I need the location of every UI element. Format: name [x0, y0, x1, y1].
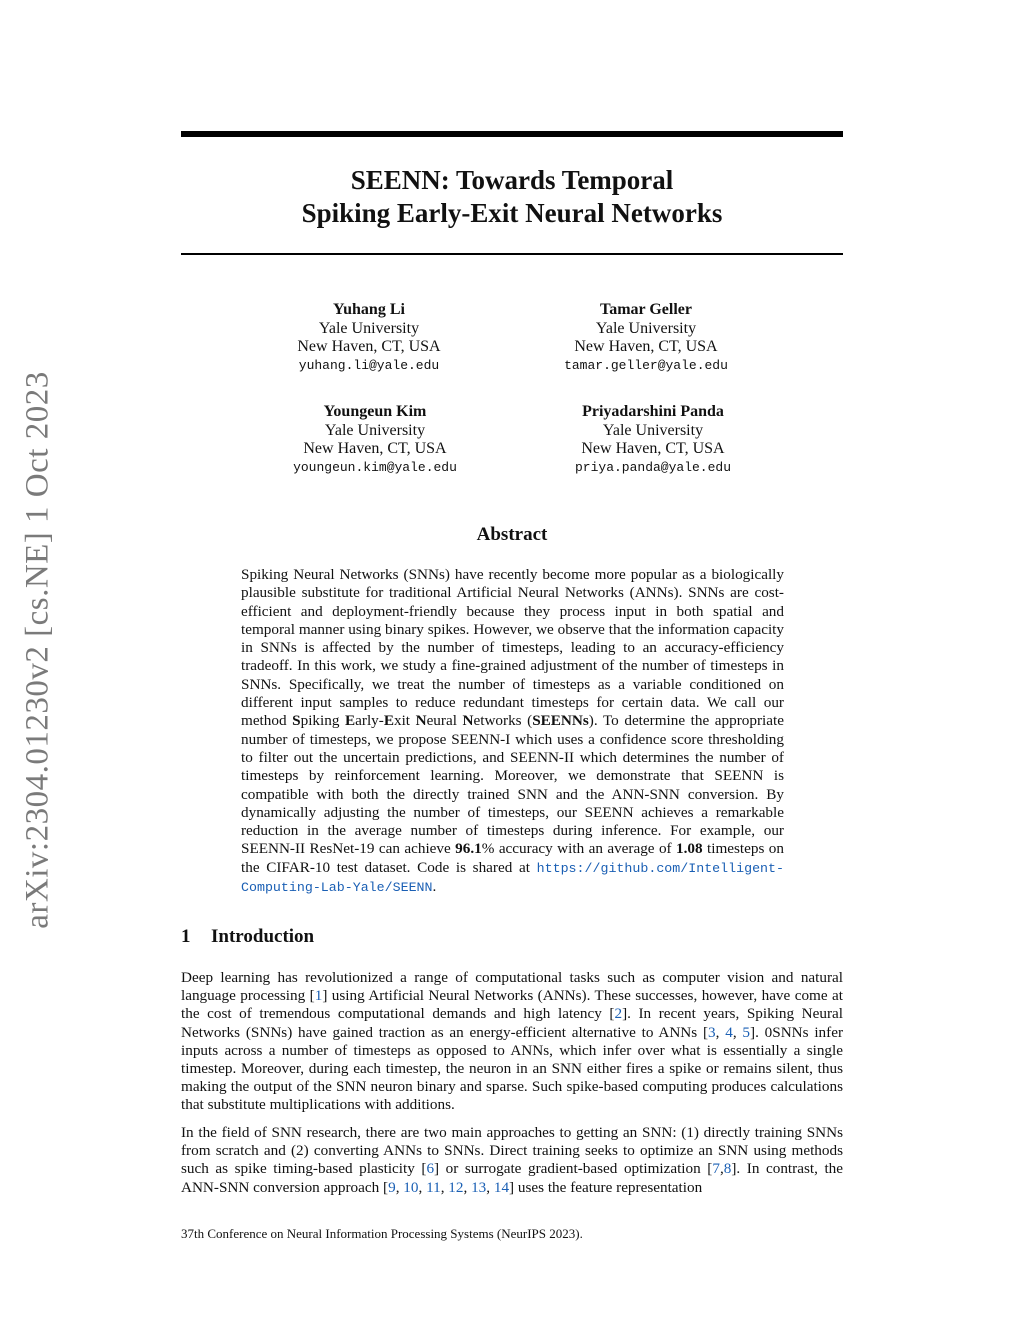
author-block	[235, 403, 515, 477]
section-number: 1	[181, 926, 191, 947]
body-text: ]. In recent years, Spiking Neural Networks (SNNs) have gained traction as an energy-efficient alternative to ANNs [	[181, 1005, 843, 1041]
abstract-text: arly-	[355, 712, 384, 730]
abstract-text: ). To determine the appropriate number of timesteps, we propose SEENN-I which uses a confidence score thresholding to filter out the uncertain predictions, and SEENN-II which determines the number of timesteps by reinforcement learning. Moreover, we demonstrate that SEENN is compatible with both the directly trained SNN and the ANN-SNN conversion. By dynamically adjusting the number of timesteps, our SEENN achieves a remarkable reduction in the average number of timesteps during inference. For example, our SEENN-II ResNet-19 can achieve	[241, 712, 784, 858]
citation-link[interactable]: 4	[725, 1023, 733, 1041]
author-block	[513, 403, 793, 477]
author-name: Yuhang Li	[333, 301, 405, 318]
abstract-text: % accuracy with an average of	[481, 840, 677, 858]
citation-link[interactable]: 13	[471, 1178, 487, 1196]
accuracy-value: 96.1	[455, 840, 482, 858]
body-text: In the field of SNN research, there are two main approaches to getting an SNN: (1) directly training SNNs from scratch and (2) converting ANNs to SNNs. Direct training seeks to optimize an SNN using methods such as spike timing-based plasticity [	[181, 1124, 843, 1178]
body-text: ,	[732, 1023, 743, 1041]
citation-link[interactable]: 3	[708, 1023, 716, 1041]
author-location: New Haven, CT, USA	[574, 338, 718, 355]
section-title: Introduction	[211, 926, 315, 947]
timesteps-value: 1.08	[676, 840, 703, 858]
author-location: New Haven, CT, USA	[303, 440, 447, 457]
author-email: youngeun.kim@yale.edu	[293, 459, 457, 475]
acronym-letter: E	[345, 712, 356, 730]
body-text: ,	[463, 1178, 472, 1196]
citation-link[interactable]: 9	[388, 1178, 396, 1196]
abstract-body	[241, 566, 784, 897]
author-name: Priyadarshini Panda	[582, 403, 724, 420]
abstract-heading: Abstract	[476, 524, 548, 545]
author-block	[229, 301, 509, 375]
citation-link[interactable]: 14	[493, 1178, 510, 1196]
author-affiliation: Yale University	[318, 319, 420, 337]
abstract-text: etworks (	[473, 712, 533, 730]
title-line-2: Spiking Early-Exit Neural Networks	[301, 198, 723, 228]
body-text: ]. 0SNNs infer inputs across a number of timesteps as opposed to ANNs, which infer over what is essentially a single timestep. Moreover, during each timestep, the neuron in an SNN either fires a spike or remains silent, thus making the output of the SNN neuron binary and sparse. Such spike-based computing produces calculations that substitute multiplications with additions.	[181, 1023, 844, 1114]
author-email: tamar.geller@yale.edu	[564, 357, 728, 373]
body-text: ,	[719, 1160, 724, 1178]
code-link[interactable]: https://github.com/Intelligent-Computing-Lab-Yale/SEENN	[241, 860, 784, 896]
citation-link[interactable]: 2	[614, 1005, 623, 1023]
author-email: yuhang.li@yale.edu	[298, 357, 440, 373]
author-location: New Haven, CT, USA	[297, 338, 441, 355]
citation-link[interactable]: 8	[723, 1160, 732, 1178]
intro-paragraph-2	[181, 1124, 843, 1197]
author-email: priya.panda@yale.edu	[574, 459, 732, 475]
body-text: ,	[715, 1023, 726, 1041]
citation-link[interactable]: 6	[426, 1160, 435, 1178]
author-location: New Haven, CT, USA	[581, 440, 725, 457]
citation-link[interactable]: 10	[403, 1178, 419, 1196]
body-text: ,	[486, 1178, 494, 1196]
body-text: ]. In contrast, the ANN-SNN conversion approach [	[181, 1160, 843, 1196]
body-text: ] uses the feature representation	[509, 1178, 703, 1196]
acronym-letter: S	[292, 712, 301, 730]
section-heading	[181, 926, 314, 948]
paper-title	[181, 164, 843, 230]
arxiv-identifier: arXiv:2304.01230v2 [cs.NE] 1 Oct 2023	[19, 371, 56, 929]
body-text: ,	[440, 1178, 449, 1196]
abstract-text: Spiking Neural Networks (SNNs) have recently become more popular as a biologically plausible substitute for traditional Artificial Neural Networks (ANNs). SNNs are cost-efficient and deployment-friendly because they process input in both spatial and temporal manner using binary spikes. However, we observe that the information capacity in SNNs is affected by the number of timesteps, leading to an accuracy-efficiency tradeoff. In this work, we study a fine-grained adjustment of the number of timesteps in SNNs. Specifically, we treat the number of timesteps as a variable conditioned on different input samples to reduce redundant timesteps for certain data. We call our method	[241, 566, 784, 730]
abstract-text: .	[432, 878, 437, 896]
body-text: Deep learning has revolutionized a range of computational tasks such as computer vision and natural language processing [	[181, 969, 843, 1005]
citation-link[interactable]: 11	[426, 1178, 441, 1196]
title-line-1: SEENN: Towards Temporal	[350, 165, 674, 195]
body-text: ,	[395, 1178, 404, 1196]
body-text: ] or surrogate gradient-based optimization [	[434, 1160, 713, 1178]
abstract-text: eural	[426, 712, 463, 730]
author-affiliation: Yale University	[602, 421, 704, 439]
acronym-letter: N	[415, 712, 427, 730]
citation-link[interactable]: 5	[742, 1023, 751, 1041]
author-name: Tamar Geller	[600, 301, 692, 318]
abstract-text: xit	[393, 712, 416, 730]
intro-paragraph-1	[181, 969, 843, 1115]
abstract-text: timesteps on the CIFAR-10 test dataset. Code is shared at	[241, 840, 784, 876]
acronym-letter: N	[462, 712, 474, 730]
abstract-text: piking	[300, 712, 346, 730]
author-name: Youngeun Kim	[323, 403, 427, 420]
title-top-rule	[181, 131, 843, 137]
citation-link[interactable]: 1	[314, 987, 323, 1005]
conference-footnote: 37th Conference on Neural Information Processing Systems (NeurIPS 2023).	[181, 1226, 583, 1241]
citation-link[interactable]: 7	[712, 1160, 720, 1178]
author-affiliation: Yale University	[324, 421, 426, 439]
author-block	[506, 301, 786, 375]
author-affiliation: Yale University	[595, 319, 697, 337]
arxiv-sidebar	[8, 360, 68, 940]
citation-link[interactable]: 12	[448, 1178, 464, 1196]
acronym-letter: E	[383, 712, 394, 730]
body-text: ] using Artificial Neural Networks (ANNs). These successes, however, have come at the cost of tremendous computational demands and high latency [	[181, 987, 843, 1023]
body-text: ,	[418, 1178, 427, 1196]
title-bottom-rule	[181, 253, 843, 255]
method-acronym: SEENNs	[532, 712, 589, 730]
